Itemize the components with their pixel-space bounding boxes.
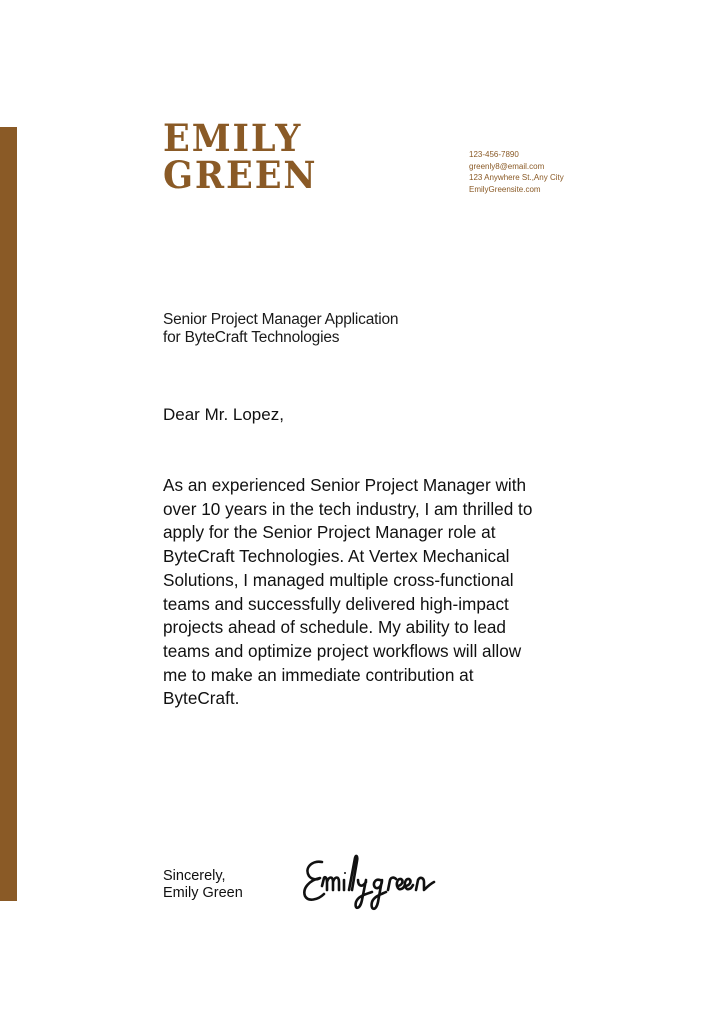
signoff — [163, 868, 243, 901]
contact-info — [469, 149, 564, 196]
subject-line-1: Senior Project Manager Application — [163, 311, 399, 328]
last-name: GREEN — [163, 153, 318, 197]
accent-bar — [0, 127, 17, 901]
handwritten-signature — [300, 852, 442, 918]
contact-website: EmilyGreensite.com — [469, 185, 541, 195]
contact-email: greenly8@email.com — [469, 161, 545, 171]
subject-line — [163, 311, 398, 347]
contact-address: 123 Anywhere St.,Any City — [469, 173, 564, 183]
first-name: EMILY — [163, 116, 303, 160]
letter-body: As an experienced Senior Project Manager with over 10 years in the tech industry, I am thrilled to apply for the Senior Project Manager role at ByteCraft Technologies. At Vertex Mechanical Solutions, I managed multiple cross-functional teams and successfully delivered high-impact projects ahead of schedule. My ability to lead teams and optimize project workflows will allow me to make an immediate contribution at ByteCraft. — [163, 475, 533, 709]
applicant-name — [163, 116, 326, 197]
contact-phone: 123-456-7890 — [469, 150, 519, 159]
subject-line-2: for ByteCraft Technologies — [163, 329, 340, 346]
signoff-name: Emily Green — [163, 884, 243, 901]
signoff-closing: Sincerely, — [163, 868, 226, 884]
salutation: Dear Mr. Lopez, — [163, 405, 284, 424]
